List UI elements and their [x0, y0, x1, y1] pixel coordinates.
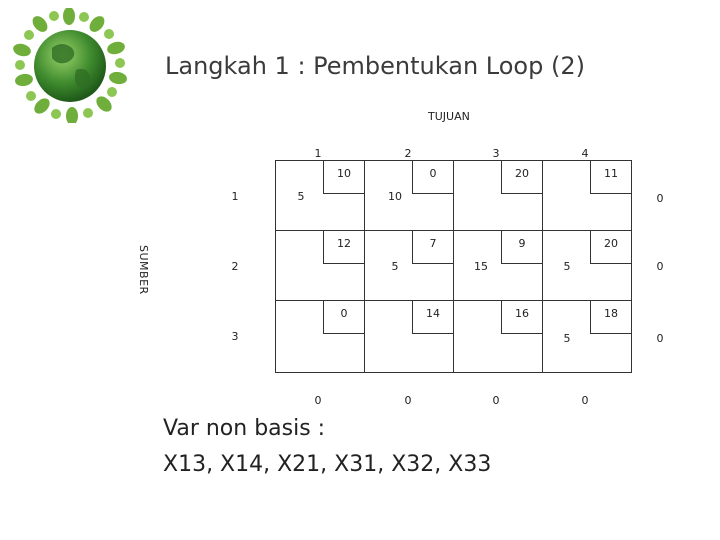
cost-value: 7: [429, 237, 437, 250]
non-basic-vars-heading: Var non basis :: [163, 416, 326, 441]
allocation-value: 5: [391, 260, 399, 273]
column-header-4: 4: [581, 147, 589, 160]
cost-cell: [501, 160, 543, 194]
column-header-3: 3: [492, 147, 500, 160]
cost-cell: [323, 230, 365, 264]
column-header-1: 1: [314, 147, 322, 160]
cost-value: 20: [604, 237, 618, 250]
cost-cell: [501, 230, 543, 264]
row-dual-value: 0: [656, 332, 664, 345]
cost-value: 12: [337, 237, 351, 250]
cost-cell: [501, 300, 543, 334]
cost-value: 0: [429, 167, 437, 180]
cost-cell: [590, 160, 632, 194]
cost-value: 14: [426, 307, 440, 320]
column-header-2: 2: [404, 147, 412, 160]
source-label: SUMBER: [137, 245, 150, 295]
column-dual-value: 0: [314, 394, 322, 407]
cost-cell: [323, 160, 365, 194]
slide-title: Langkah 1 : Pembentukan Loop (2): [165, 52, 585, 80]
column-dual-value: 0: [404, 394, 412, 407]
cost-value: 10: [337, 167, 351, 180]
grid-line: [275, 160, 276, 373]
cost-cell: [590, 230, 632, 264]
non-basic-vars-list: X13, X14, X21, X31, X32, X33: [163, 452, 492, 477]
column-dual-value: 0: [492, 394, 500, 407]
cost-cell: [412, 300, 454, 334]
cost-value: 9: [518, 237, 526, 250]
cost-value: 20: [515, 167, 529, 180]
allocation-value: 5: [563, 260, 571, 273]
allocation-value: 10: [388, 190, 402, 203]
cost-cell: [323, 300, 365, 334]
row-header-1: 1: [231, 190, 239, 203]
column-dual-value: 0: [581, 394, 589, 407]
row-dual-value: 0: [656, 192, 664, 205]
cost-value: 0: [340, 307, 348, 320]
cost-value: 16: [515, 307, 529, 320]
row-header-2: 2: [231, 260, 239, 273]
destination-label: TUJUAN: [428, 110, 470, 123]
cost-cell: [412, 160, 454, 194]
allocation-value: 5: [297, 190, 305, 203]
row-header-3: 3: [231, 330, 239, 343]
allocation-value: 15: [474, 260, 488, 273]
cost-value: 18: [604, 307, 618, 320]
cost-value: 11: [604, 167, 618, 180]
globe-leaves-icon: [12, 8, 127, 123]
cost-cell: [590, 300, 632, 334]
cost-cell: [412, 230, 454, 264]
row-dual-value: 0: [656, 260, 664, 273]
allocation-value: 5: [563, 332, 571, 345]
